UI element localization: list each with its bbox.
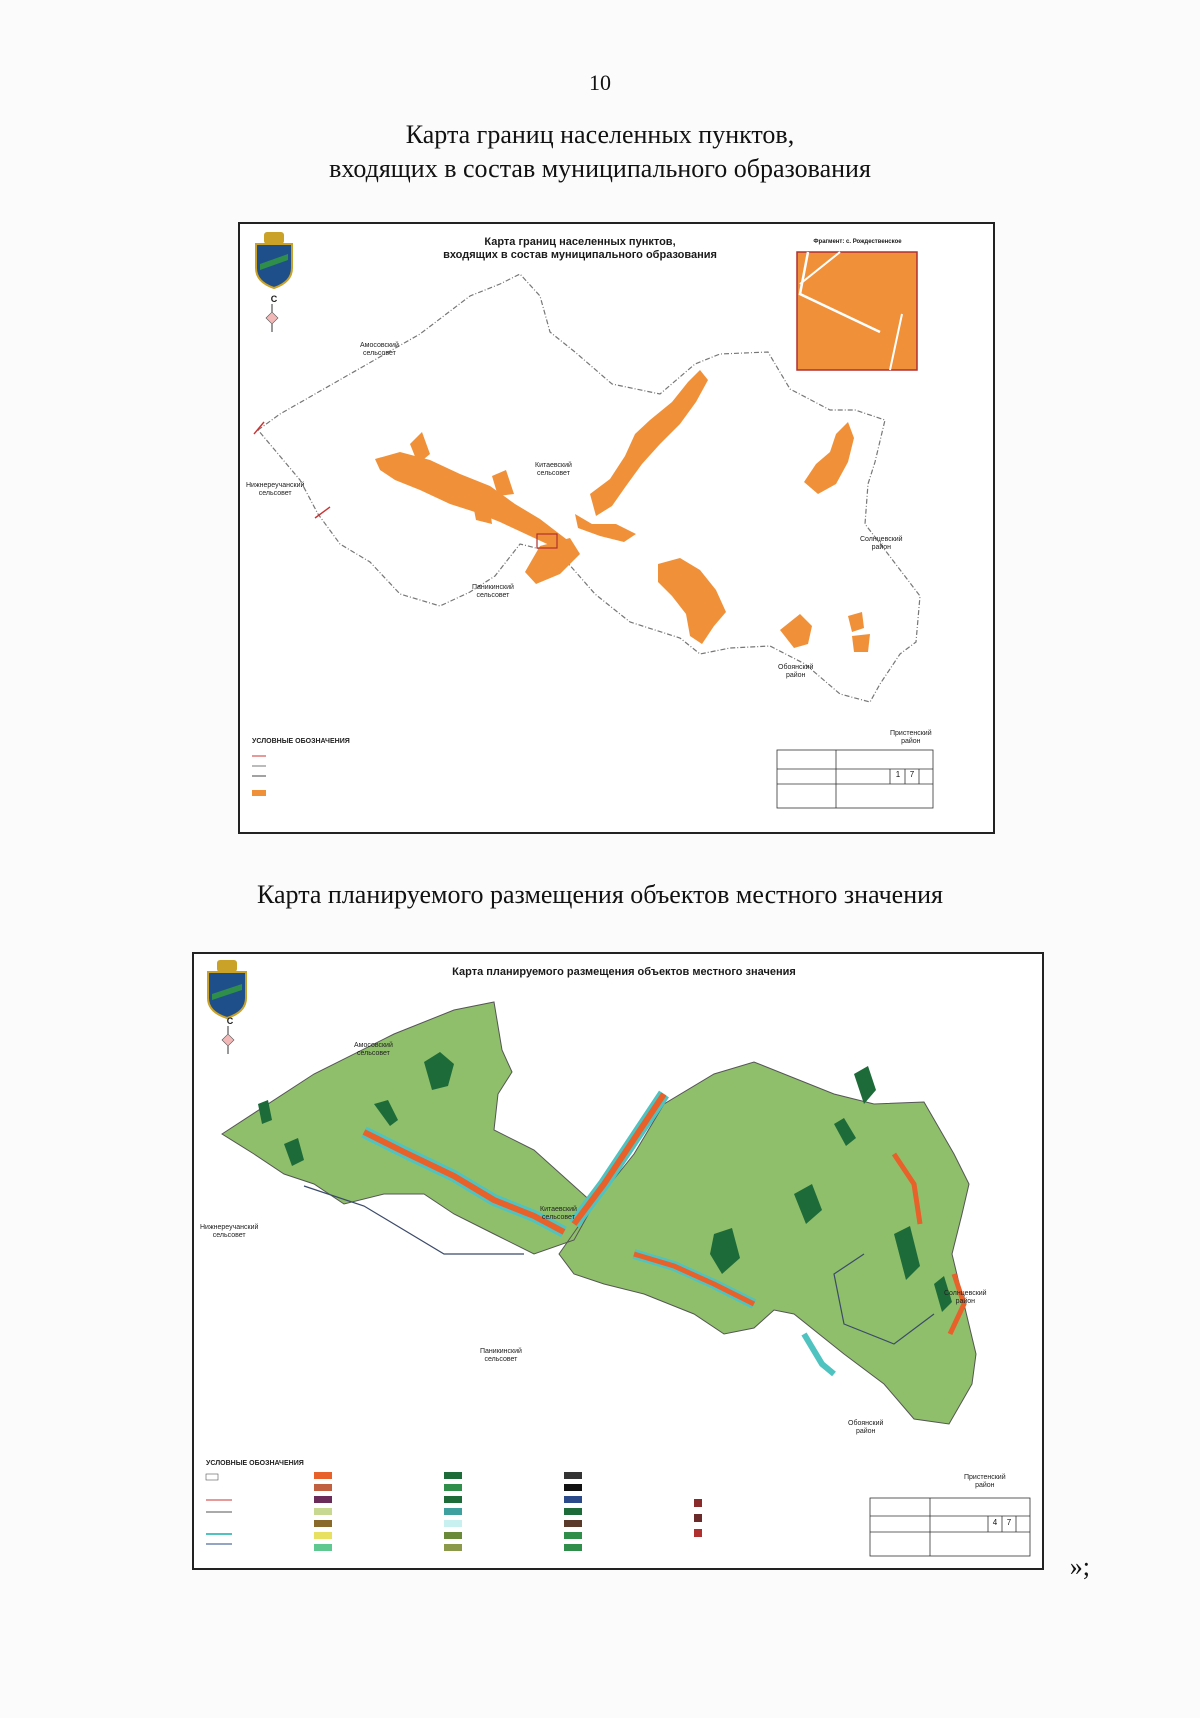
label-oboyansky: Обоянский район [778, 664, 814, 679]
map1-inner-title-line2: входящих в состав муниципального образования [443, 249, 717, 261]
map1-legend-title: УСЛОВНЫЕ ОБОЗНАЧЕНИЯ [252, 738, 350, 745]
map1-frame [238, 222, 995, 834]
map2-inner-title: Карта планируемого размещения объектов местного значения [452, 966, 796, 978]
label-solntsevsky: Солнцевский район [944, 1290, 987, 1305]
map2-legend-title: УСЛОВНЫЕ ОБОЗНАЧЕНИЯ [206, 1460, 304, 1467]
label-pristensky: Пристенский район [964, 1474, 1006, 1489]
map1-canvas [240, 224, 995, 834]
map2-stamp-sheet: 4 [992, 1518, 998, 1527]
map2-title-block [870, 1498, 1030, 1556]
map1-compass-letter: С [270, 294, 278, 304]
map1-legend [252, 756, 266, 796]
label-amosovsky: Амосовский сельсовет [360, 342, 399, 357]
map1-stamp-sheets: 7 [909, 770, 915, 779]
map2-compass-letter: С [226, 1016, 234, 1026]
map1-heading-line2: входящих в состав муниципального образования [329, 154, 871, 183]
eastern-boundary-tick [254, 422, 264, 434]
label-nizhnereuchansky: Нижнереучанский сельсовет [200, 1224, 259, 1239]
settlement-areas [375, 370, 870, 652]
north-arrow-icon [266, 304, 278, 332]
coat-of-arms-icon [208, 960, 246, 1018]
district-territory [222, 1002, 976, 1424]
map1-inner-title [390, 236, 770, 262]
coat-of-arms-icon [256, 232, 292, 288]
map1-stamp-sheet: 1 [895, 770, 901, 779]
map1-heading-line1: Карта границ населенных пунктов, [405, 120, 795, 149]
map2-frame [192, 952, 1044, 1570]
map1-title-block [777, 750, 933, 808]
label-panikinsky: Паникинский сельсовет [480, 1348, 522, 1363]
label-solntsevsky: Солнцевский район [860, 536, 903, 551]
label-panikinsky: Паникинский сельсовет [472, 584, 514, 599]
fragment-inset [797, 252, 917, 370]
map1-fragment-title: Фрагмент: с. Рождественское [813, 239, 902, 245]
map1-heading [0, 118, 1200, 186]
label-kitaevsky: Китаевский сельсовет [535, 462, 572, 477]
map2-legend [206, 1472, 702, 1551]
label-oboyansky: Обоянский район [848, 1420, 884, 1435]
western-boundary-tick [315, 507, 330, 518]
map2-stamp-sheets: 7 [1006, 1518, 1012, 1527]
label-pristensky: Пристенский район [890, 730, 932, 745]
closing-quote: »; [1069, 1552, 1090, 1581]
label-nizhnereuchansky: Нижнереучанский сельсовет [246, 482, 305, 497]
map1-inner-title-line1: Карта границ населенных пунктов, [484, 236, 676, 248]
map2-canvas [194, 954, 1044, 1570]
north-arrow-icon [222, 1026, 234, 1054]
label-kitaevsky: Китаевский сельсовет [540, 1206, 577, 1221]
label-amosovsky: Амосовский сельсовет [354, 1042, 393, 1057]
page-number: 10 [589, 70, 611, 95]
map2-heading: Карта планируемого размещения объектов местного значения [257, 880, 943, 909]
